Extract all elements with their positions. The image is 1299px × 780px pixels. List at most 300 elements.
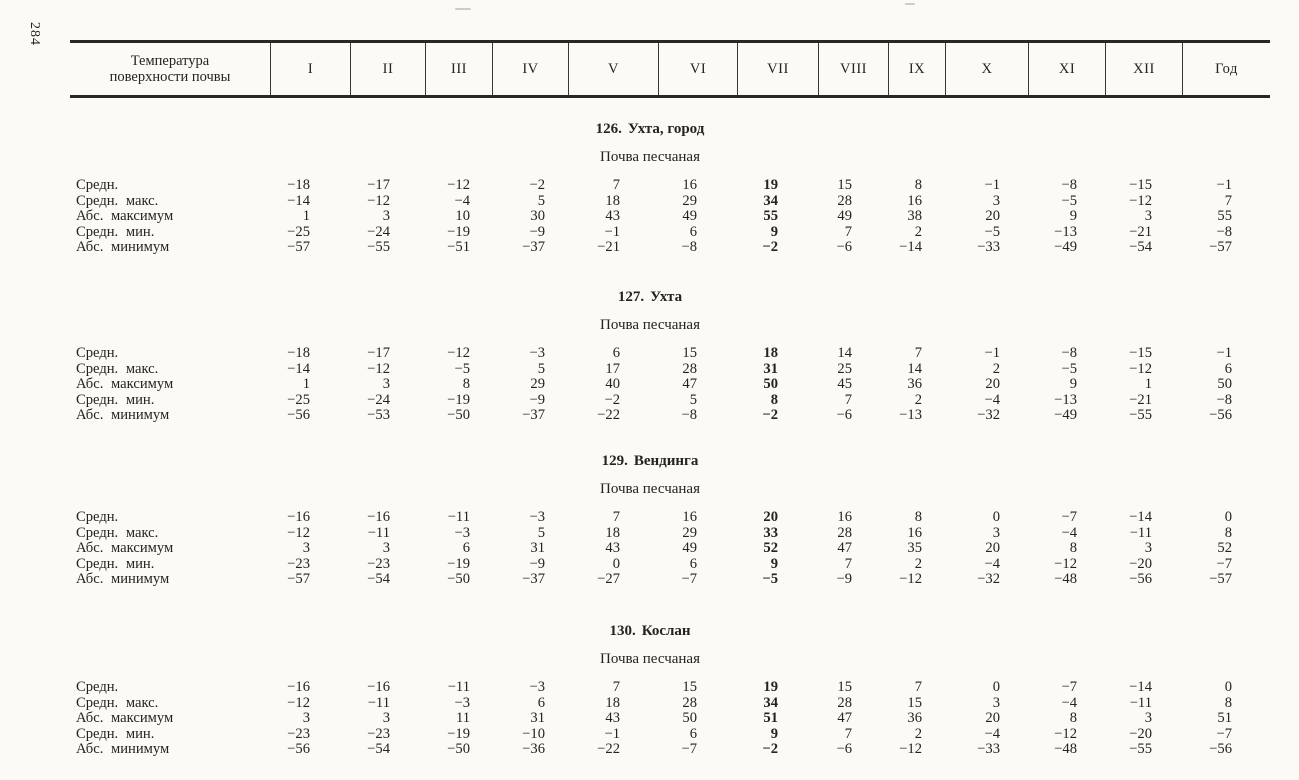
cell-Год: −56 bbox=[1209, 407, 1232, 424]
cell-III: 10 bbox=[455, 208, 470, 225]
row-label: Средн. макс. bbox=[76, 192, 159, 209]
cell-IV: −9 bbox=[529, 223, 545, 240]
station-number: 126. bbox=[595, 121, 622, 137]
cell-I: −16 bbox=[287, 509, 310, 525]
cell-IV: −37 bbox=[522, 239, 545, 256]
table-row bbox=[70, 696, 1270, 712]
cell-Год: −8 bbox=[1216, 391, 1232, 408]
cell-II: 3 bbox=[382, 710, 390, 727]
cell-II: −17 bbox=[367, 345, 390, 361]
cell-V: 43 bbox=[605, 540, 620, 557]
cell-VIII: 7 bbox=[844, 725, 852, 742]
cell-III: −51 bbox=[447, 239, 470, 256]
cell-III: −12 bbox=[447, 177, 470, 193]
cell-I: −12 bbox=[287, 694, 310, 711]
cell-VII: −5 bbox=[762, 571, 778, 588]
cell-Год: −1 bbox=[1216, 345, 1232, 361]
cell-IX: 7 bbox=[914, 345, 922, 361]
cell-VI: 16 bbox=[682, 509, 697, 525]
cell-VI: 50 bbox=[682, 710, 697, 727]
column-header-Год: Год bbox=[1182, 43, 1270, 95]
cell-IX: 2 bbox=[914, 391, 922, 408]
cell-IV: 31 bbox=[530, 710, 545, 727]
cell-XII: −11 bbox=[1129, 694, 1152, 711]
cell-IX: 35 bbox=[907, 540, 922, 557]
cell-VIII: −6 bbox=[836, 407, 852, 424]
cell-XI: −7 bbox=[1061, 509, 1077, 525]
column-header-II: II bbox=[350, 43, 425, 95]
row-label: Абс. минимум bbox=[76, 239, 170, 256]
cell-V: 18 bbox=[605, 694, 620, 711]
cell-X: 3 bbox=[992, 524, 1000, 541]
cell-XI: −4 bbox=[1061, 694, 1077, 711]
cell-IX: 2 bbox=[914, 223, 922, 240]
cell-X: −1 bbox=[984, 177, 1000, 193]
soil-type-subtitle: Почва песчаная bbox=[600, 317, 700, 333]
cell-VIII: 15 bbox=[837, 177, 852, 193]
cell-VII: 33 bbox=[763, 524, 778, 541]
table-row bbox=[70, 408, 1270, 424]
cell-III: −19 bbox=[447, 223, 470, 240]
cell-VI: 5 bbox=[689, 391, 697, 408]
cell-Год: −7 bbox=[1216, 725, 1232, 742]
cell-XII: −12 bbox=[1129, 360, 1152, 377]
cell-II: −16 bbox=[367, 509, 390, 525]
cell-III: −50 bbox=[447, 741, 470, 758]
cell-II: 3 bbox=[382, 540, 390, 557]
cell-I: −23 bbox=[287, 725, 310, 742]
cell-III: −11 bbox=[447, 679, 470, 695]
column-header-V: V bbox=[568, 43, 658, 95]
cell-IV: 5 bbox=[537, 360, 545, 377]
cell-XI: −48 bbox=[1054, 741, 1077, 758]
row-label: Средн. мин. bbox=[76, 223, 155, 240]
cell-IV: −9 bbox=[529, 555, 545, 572]
cell-VII: 19 bbox=[763, 177, 778, 193]
cell-II: −11 bbox=[367, 694, 390, 711]
cell-VI: 15 bbox=[682, 679, 697, 695]
row-label: Средн. bbox=[76, 345, 119, 361]
cell-III: −3 bbox=[454, 524, 470, 541]
row-label: Средн. мин. bbox=[76, 391, 155, 408]
row-label: Средн. макс. bbox=[76, 524, 159, 541]
cell-IX: −13 bbox=[899, 407, 922, 424]
cell-IV: 6 bbox=[537, 694, 545, 711]
cell-V: −27 bbox=[597, 571, 620, 588]
cell-VII: −2 bbox=[762, 741, 778, 758]
cell-VIII: 16 bbox=[837, 509, 852, 525]
cell-VII: 9 bbox=[770, 725, 778, 742]
row-label: Средн. bbox=[76, 679, 119, 695]
station-section-130 bbox=[70, 622, 1270, 758]
cell-IX: 2 bbox=[914, 555, 922, 572]
cell-VII: 20 bbox=[763, 509, 778, 525]
cell-XII: −21 bbox=[1129, 223, 1152, 240]
cell-V: 43 bbox=[605, 710, 620, 727]
cell-VI: 49 bbox=[682, 208, 697, 225]
cell-XII: 3 bbox=[1144, 710, 1152, 727]
cell-III: −5 bbox=[454, 360, 470, 377]
station-name: Вендинга bbox=[633, 453, 699, 469]
cell-V: 18 bbox=[605, 524, 620, 541]
table-row bbox=[70, 727, 1270, 743]
station-name: Ухта, город bbox=[627, 121, 705, 137]
cell-VI: 6 bbox=[689, 725, 697, 742]
table-row bbox=[70, 541, 1270, 557]
cell-IX: −14 bbox=[899, 239, 922, 256]
cell-I: −23 bbox=[287, 555, 310, 572]
cell-XI: −12 bbox=[1054, 555, 1077, 572]
cell-I: −12 bbox=[287, 524, 310, 541]
cell-XII: −56 bbox=[1129, 571, 1152, 588]
cell-III: 6 bbox=[462, 540, 470, 557]
row-label: Абс. минимум bbox=[76, 741, 170, 758]
cell-VIII: 25 bbox=[837, 360, 852, 377]
cell-I: −57 bbox=[287, 571, 310, 588]
cell-VII: −2 bbox=[762, 407, 778, 424]
cell-XII: −14 bbox=[1129, 509, 1152, 525]
cell-XII: 3 bbox=[1144, 540, 1152, 557]
cell-XI: −5 bbox=[1061, 360, 1077, 377]
cell-Год: −8 bbox=[1216, 223, 1232, 240]
cell-X: −33 bbox=[977, 239, 1000, 256]
station-name: Кослан bbox=[641, 623, 691, 639]
table-row bbox=[70, 572, 1270, 588]
cell-VII: 52 bbox=[763, 540, 778, 557]
station-number: 127. bbox=[617, 289, 645, 305]
cell-VI: −8 bbox=[681, 239, 697, 256]
column-header-XII: XII bbox=[1105, 43, 1182, 95]
station-section-129 bbox=[70, 452, 1270, 588]
station-title bbox=[70, 452, 1230, 470]
column-header-VI: VI bbox=[658, 43, 737, 95]
cell-IX: −12 bbox=[899, 741, 922, 758]
station-title bbox=[70, 288, 1230, 306]
cell-XI: −13 bbox=[1054, 223, 1077, 240]
cell-II: −55 bbox=[367, 239, 390, 256]
cell-IV: 29 bbox=[530, 376, 545, 393]
table-row bbox=[70, 346, 1270, 362]
cell-VI: 15 bbox=[682, 345, 697, 361]
page-number: 284 bbox=[27, 22, 42, 46]
cell-VIII: 28 bbox=[837, 694, 852, 711]
cell-II: −54 bbox=[367, 741, 390, 758]
cell-VIII: −6 bbox=[836, 741, 852, 758]
cell-Год: 50 bbox=[1217, 376, 1232, 393]
column-header-I: I bbox=[270, 43, 350, 95]
cell-IX: −12 bbox=[899, 571, 922, 588]
station-section-126 bbox=[70, 120, 1270, 256]
cell-II: −54 bbox=[367, 571, 390, 588]
cell-XI: 8 bbox=[1069, 540, 1077, 557]
cell-V: −22 bbox=[597, 741, 620, 758]
cell-X: −4 bbox=[984, 391, 1000, 408]
cell-XII: 3 bbox=[1144, 208, 1152, 225]
table-row bbox=[70, 510, 1270, 526]
station-title bbox=[70, 120, 1230, 138]
cell-V: −21 bbox=[597, 239, 620, 256]
cell-I: −57 bbox=[287, 239, 310, 256]
cell-I: −18 bbox=[287, 177, 310, 193]
cell-V: 7 bbox=[612, 177, 620, 193]
cell-X: −4 bbox=[984, 725, 1000, 742]
cell-VIII: 15 bbox=[837, 679, 852, 695]
cell-XI: −12 bbox=[1054, 725, 1077, 742]
cell-I: −56 bbox=[287, 407, 310, 424]
cell-VII: 19 bbox=[763, 679, 778, 695]
cell-IX: 38 bbox=[907, 208, 922, 225]
cell-IX: 36 bbox=[907, 710, 922, 727]
cell-V: −1 bbox=[604, 223, 620, 240]
station-number: 130. bbox=[609, 623, 636, 639]
cell-XII: −55 bbox=[1129, 741, 1152, 758]
cell-II: 3 bbox=[382, 208, 390, 225]
soil-type-subtitle: Почва песчаная bbox=[600, 651, 700, 667]
cell-IX: 7 bbox=[914, 679, 922, 695]
row-label: Средн. мин. bbox=[76, 725, 155, 742]
row-label: Средн. bbox=[76, 177, 119, 193]
cell-II: −11 bbox=[367, 524, 390, 541]
cell-X: 0 bbox=[992, 509, 1000, 525]
cell-VIII: 49 bbox=[837, 208, 852, 225]
cell-XII: 1 bbox=[1144, 376, 1152, 393]
table-row bbox=[70, 194, 1270, 210]
cell-II: −53 bbox=[367, 407, 390, 424]
cell-IX: 15 bbox=[907, 694, 922, 711]
table-row bbox=[70, 240, 1270, 256]
cell-Год: 52 bbox=[1217, 540, 1232, 557]
table-row bbox=[70, 393, 1270, 409]
cell-I: −25 bbox=[287, 391, 310, 408]
cell-VI: 6 bbox=[689, 555, 697, 572]
row-label: Средн. мин. bbox=[76, 555, 155, 572]
column-header-X: X bbox=[945, 43, 1028, 95]
cell-VIII: 14 bbox=[837, 345, 852, 361]
cell-VI: 49 bbox=[682, 540, 697, 557]
cell-III: −11 bbox=[447, 509, 470, 525]
cell-X: 3 bbox=[992, 694, 1000, 711]
cell-XII: −54 bbox=[1129, 239, 1152, 256]
cell-VII: −2 bbox=[762, 239, 778, 256]
cell-V: −2 bbox=[604, 391, 620, 408]
cell-Год: −1 bbox=[1216, 177, 1232, 193]
cell-XI: −8 bbox=[1061, 177, 1077, 193]
cell-X: 20 bbox=[985, 540, 1000, 557]
cell-VIII: 28 bbox=[837, 192, 852, 209]
cell-II: −23 bbox=[367, 555, 390, 572]
cell-V: 18 bbox=[605, 192, 620, 209]
cell-X: 3 bbox=[992, 192, 1000, 209]
cell-I: 3 bbox=[302, 710, 310, 727]
cell-V: −22 bbox=[597, 407, 620, 424]
station-number: 129. bbox=[601, 453, 628, 469]
cell-IV: −3 bbox=[529, 345, 545, 361]
cell-Год: 55 bbox=[1217, 208, 1232, 225]
cell-VIII: 47 bbox=[837, 540, 852, 557]
cell-XI: −5 bbox=[1061, 192, 1077, 209]
cell-III: −19 bbox=[447, 555, 470, 572]
cell-IX: 2 bbox=[914, 725, 922, 742]
cell-V: 6 bbox=[612, 345, 620, 361]
soil-type-subtitle: Почва песчаная bbox=[600, 149, 700, 165]
cell-I: 3 bbox=[302, 540, 310, 557]
cell-III: −3 bbox=[454, 694, 470, 711]
column-header-III: III bbox=[425, 43, 492, 95]
cell-XI: −49 bbox=[1054, 407, 1077, 424]
cell-I: −16 bbox=[287, 679, 310, 695]
cell-IV: 5 bbox=[537, 524, 545, 541]
soil-type-subtitle: Почва песчаная bbox=[600, 481, 700, 497]
cell-XII: −11 bbox=[1129, 524, 1152, 541]
station-title bbox=[70, 622, 1230, 640]
cell-VI: −8 bbox=[681, 407, 697, 424]
cell-VII: 34 bbox=[763, 694, 778, 711]
cell-XI: −4 bbox=[1061, 524, 1077, 541]
cell-Год: −7 bbox=[1216, 555, 1232, 572]
cell-VI: −7 bbox=[681, 741, 697, 758]
column-header-VII: VII bbox=[737, 43, 818, 95]
cell-X: 20 bbox=[985, 208, 1000, 225]
cell-IX: 14 bbox=[907, 360, 922, 377]
table-header-label-line1: Температура bbox=[130, 53, 210, 69]
cell-IV: −3 bbox=[529, 509, 545, 525]
cell-IV: −37 bbox=[522, 407, 545, 424]
station-rows bbox=[70, 510, 1270, 588]
cell-I: −56 bbox=[287, 741, 310, 758]
cell-VI: 47 bbox=[682, 376, 697, 393]
cell-VIII: 28 bbox=[837, 524, 852, 541]
cell-X: −5 bbox=[984, 223, 1000, 240]
station-rows bbox=[70, 346, 1270, 424]
column-header-VIII: VIII bbox=[818, 43, 888, 95]
table-row bbox=[70, 377, 1270, 393]
cell-VIII: 45 bbox=[837, 376, 852, 393]
cell-VI: 6 bbox=[689, 223, 697, 240]
column-header-IX: IX bbox=[888, 43, 945, 95]
cell-IX: 8 bbox=[914, 177, 922, 193]
cell-VI: 16 bbox=[682, 177, 697, 193]
cell-I: −14 bbox=[287, 192, 310, 209]
cell-Год: 7 bbox=[1224, 192, 1232, 209]
cell-XII: −14 bbox=[1129, 679, 1152, 695]
cell-XII: −20 bbox=[1129, 725, 1152, 742]
cell-I: 1 bbox=[302, 376, 310, 393]
row-label: Абс. максимум bbox=[76, 710, 174, 727]
table-row bbox=[70, 209, 1270, 225]
table-row bbox=[70, 526, 1270, 542]
column-header-XI: XI bbox=[1028, 43, 1105, 95]
cell-III: −12 bbox=[447, 345, 470, 361]
cell-Год: −56 bbox=[1209, 741, 1232, 758]
cell-VII: 51 bbox=[763, 710, 778, 727]
cell-II: −23 bbox=[367, 725, 390, 742]
cell-XII: −12 bbox=[1129, 192, 1152, 209]
cell-XII: −15 bbox=[1129, 177, 1152, 193]
cell-I: −14 bbox=[287, 360, 310, 377]
cell-VII: 34 bbox=[763, 192, 778, 209]
cell-X: −33 bbox=[977, 741, 1000, 758]
cell-VII: 9 bbox=[770, 223, 778, 240]
cell-XI: −13 bbox=[1054, 391, 1077, 408]
cell-Год: −57 bbox=[1209, 239, 1232, 256]
cell-VI: 29 bbox=[682, 524, 697, 541]
table-row bbox=[70, 225, 1270, 241]
cell-II: −24 bbox=[367, 223, 390, 240]
cell-XII: −21 bbox=[1129, 391, 1152, 408]
cell-VII: 31 bbox=[763, 360, 778, 377]
row-label: Абс. максимум bbox=[76, 376, 174, 393]
cell-II: −24 bbox=[367, 391, 390, 408]
cell-II: 3 bbox=[382, 376, 390, 393]
row-label: Абс. минимум bbox=[76, 571, 170, 588]
cell-IX: 8 bbox=[914, 509, 922, 525]
cell-IX: 16 bbox=[907, 524, 922, 541]
cell-X: −1 bbox=[984, 345, 1000, 361]
cell-III: −4 bbox=[454, 192, 470, 209]
cell-X: 0 bbox=[992, 679, 1000, 695]
cell-V: 7 bbox=[612, 509, 620, 525]
cell-Год: 0 bbox=[1224, 679, 1232, 695]
table-row bbox=[70, 557, 1270, 573]
cell-II: −16 bbox=[367, 679, 390, 695]
cell-V: 40 bbox=[605, 376, 620, 393]
station-name: Ухта bbox=[650, 289, 683, 305]
cell-VIII: 47 bbox=[837, 710, 852, 727]
cell-XI: 9 bbox=[1069, 208, 1077, 225]
row-label: Абс. максимум bbox=[76, 540, 174, 557]
row-label: Средн. макс. bbox=[76, 360, 159, 377]
cell-X: −32 bbox=[977, 407, 1000, 424]
cell-V: 17 bbox=[605, 360, 620, 377]
row-label: Абс. максимум bbox=[76, 208, 174, 225]
cell-II: −12 bbox=[367, 360, 390, 377]
cell-XI: 9 bbox=[1069, 376, 1077, 393]
cell-IV: −36 bbox=[522, 741, 545, 758]
column-header-IV: IV bbox=[492, 43, 568, 95]
cell-Год: −57 bbox=[1209, 571, 1232, 588]
cell-III: −50 bbox=[447, 407, 470, 424]
cell-IV: 5 bbox=[537, 192, 545, 209]
cell-IX: 36 bbox=[907, 376, 922, 393]
table-row bbox=[70, 362, 1270, 378]
cell-XI: −49 bbox=[1054, 239, 1077, 256]
cell-IV: 30 bbox=[530, 208, 545, 225]
cell-X: 20 bbox=[985, 376, 1000, 393]
cell-VII: 50 bbox=[763, 376, 778, 393]
row-label: Средн. макс. bbox=[76, 694, 159, 711]
cell-IX: 16 bbox=[907, 192, 922, 209]
cell-IV: −37 bbox=[522, 571, 545, 588]
cell-I: −18 bbox=[287, 345, 310, 361]
table-row bbox=[70, 742, 1270, 758]
cell-V: −1 bbox=[604, 725, 620, 742]
cell-VIII: −6 bbox=[836, 239, 852, 256]
station-rows bbox=[70, 680, 1270, 758]
cell-X: 20 bbox=[985, 710, 1000, 727]
cell-VII: 8 bbox=[770, 391, 778, 408]
cell-IV: −10 bbox=[522, 725, 545, 742]
station-rows bbox=[70, 178, 1270, 256]
cell-VIII: 7 bbox=[844, 391, 852, 408]
cell-III: −50 bbox=[447, 571, 470, 588]
table-row bbox=[70, 680, 1270, 696]
cell-VI: 29 bbox=[682, 192, 697, 209]
cell-I: 1 bbox=[302, 208, 310, 225]
row-label: Абс. минимум bbox=[76, 407, 170, 424]
cell-II: −17 bbox=[367, 177, 390, 193]
cell-VI: 28 bbox=[682, 360, 697, 377]
cell-XI: −7 bbox=[1061, 679, 1077, 695]
